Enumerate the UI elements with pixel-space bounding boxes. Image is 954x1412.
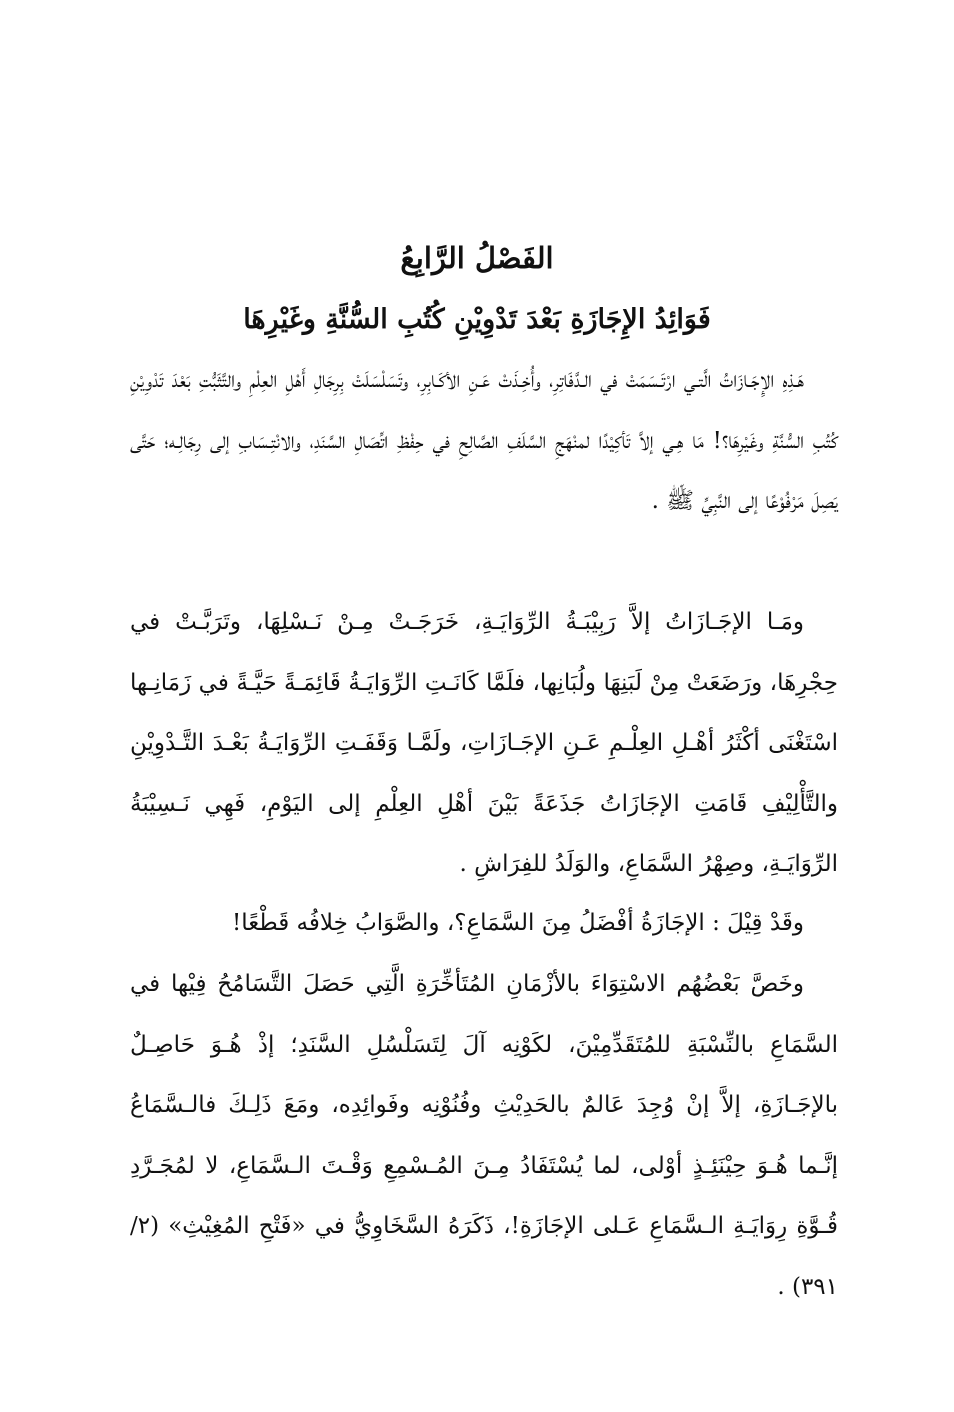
paragraph-3: وقَدْ قِيْلَ : الإجَازَةُ أفْضَلُ مِنَ السَّمَاعِ؟، والصَّوَابُ خِلافُه قَطْعًا! xyxy=(232,910,804,936)
chapter-title: الفَصْلُ الرَّابِعُ xyxy=(400,241,554,275)
paragraph-3-block xyxy=(130,893,838,954)
paragraph-4-block xyxy=(130,954,838,1317)
paragraph-1: هَـذِهِ الإِجَـازَاتُ الَّتـي ارْتَـسَمَتْ في الـدَّفَاتِرِ، وأُخِـذَتْ عَـنِ الأكَـابِرِ، وتَسَلْسَلَتْ بِرِجَالِ أَهْلِ العِلْمِ والتَّثَبُّتِ بَعْدَ تَدْوِيْنِ كُتُبِ السُّنَّةِ وغَيْرِهَا؟! مَا هِـي إلاَّ تَأكِيْدًا لمنْهَجِ السَّلَفِ الصَّالِحِ في حِفْظِ اتِّصَالِ السَّنَدِ، والانْتِـسَابِ إلى رِجَالِـه؛ حَتَّى يَصِلَ مَرْفُوْعًا إلى النَّبِيِّ ﷺ . xyxy=(130,367,838,514)
paragraph-2: ومَـا الإجَـازَاتُ إلاَّ رَبِيْبَـةُ الرِّوَايَـةِ، خَرَجَـتْ مِـنْ نَـسْلِهَا، وتَرَبَّـتْ في حِجْرِهَا، ورَضَعَتْ مِنْ لَبَنِهَا ولُبَانِها، فلَمَّا كَانَـتِ الرِّوَايَـةُ قَائِمَـةً حَيَّـةً في زَمَانِـها اسْتَغْنَى أكْثَرُ أهْـلِ العِلْـمِ عَـنِ الإجَـازَاتِ، ولَمَّـا وَقَفَـتِ الرِّوَايَـةُ بَعْـدَ التَّـدْوِيْنِ والتَّأْلِيْفِ قَامَتِ الإجَازَاتُ جَذَعَةً بَيْنَ أهْلِ العِلْمِ إلى اليَوْمِ، فَهِي نَـسِيْبَةُ الرِّوَايَـةِ، وصِهْرُ السَّمَاعِ، والوَلَدُ للفِرَاشِ . xyxy=(130,609,838,877)
paragraph-1-block xyxy=(130,350,838,532)
paragraph-2-block xyxy=(130,592,838,895)
section-title: فَوَائِدُ الإِجَازَةِ بَعْدَ تَدْوِيْنِ كُتُبِ السُّنَّةِ وغَيْرِهَا xyxy=(243,304,711,335)
paragraph-4: وخَصَّ بَعْضُهُم الاسْتِوَاءَ بالأزْمَانِ المُتَأخِّرَةِ الَّتِي حَصَلَ التَّسَامُحُ فِيْها في السَّمَاعِ بالنِّسْبَةِ للمُتَقَدِّمِيْنَ، لكَوْنِه آلَ لِتَسَلْسُلِ السَّنَدِ؛ إذْ هُـوَ حَاصِـلٌ بالإجَـازَةِ، إلاَّ إنْ وُجِدَ عَالمٌ بالحَدِيْثِ وفُنُوْنِه وفَوائِدِه، ومَعَ ذَلِـكَ فالـسَّمَاعُ إنَّـما هُـوَ حِيْنَئِـذٍ أوْلى، لما يُسْتَفَادُ مِـنَ المُـسْمِعِ وَقْـتَ الـسَّمَاعِ، لا لمُجَـرَّدِ قُـوَّةِ رِوَايَـةِ الـسَّمَاعِ عَـلى الإجَازَةِ!، ذَكَرَهُ السَّخَاوِيُّ في «فَتْحِ المُغِيْثِ» (٢/ ٣٩١) . xyxy=(130,971,838,1300)
